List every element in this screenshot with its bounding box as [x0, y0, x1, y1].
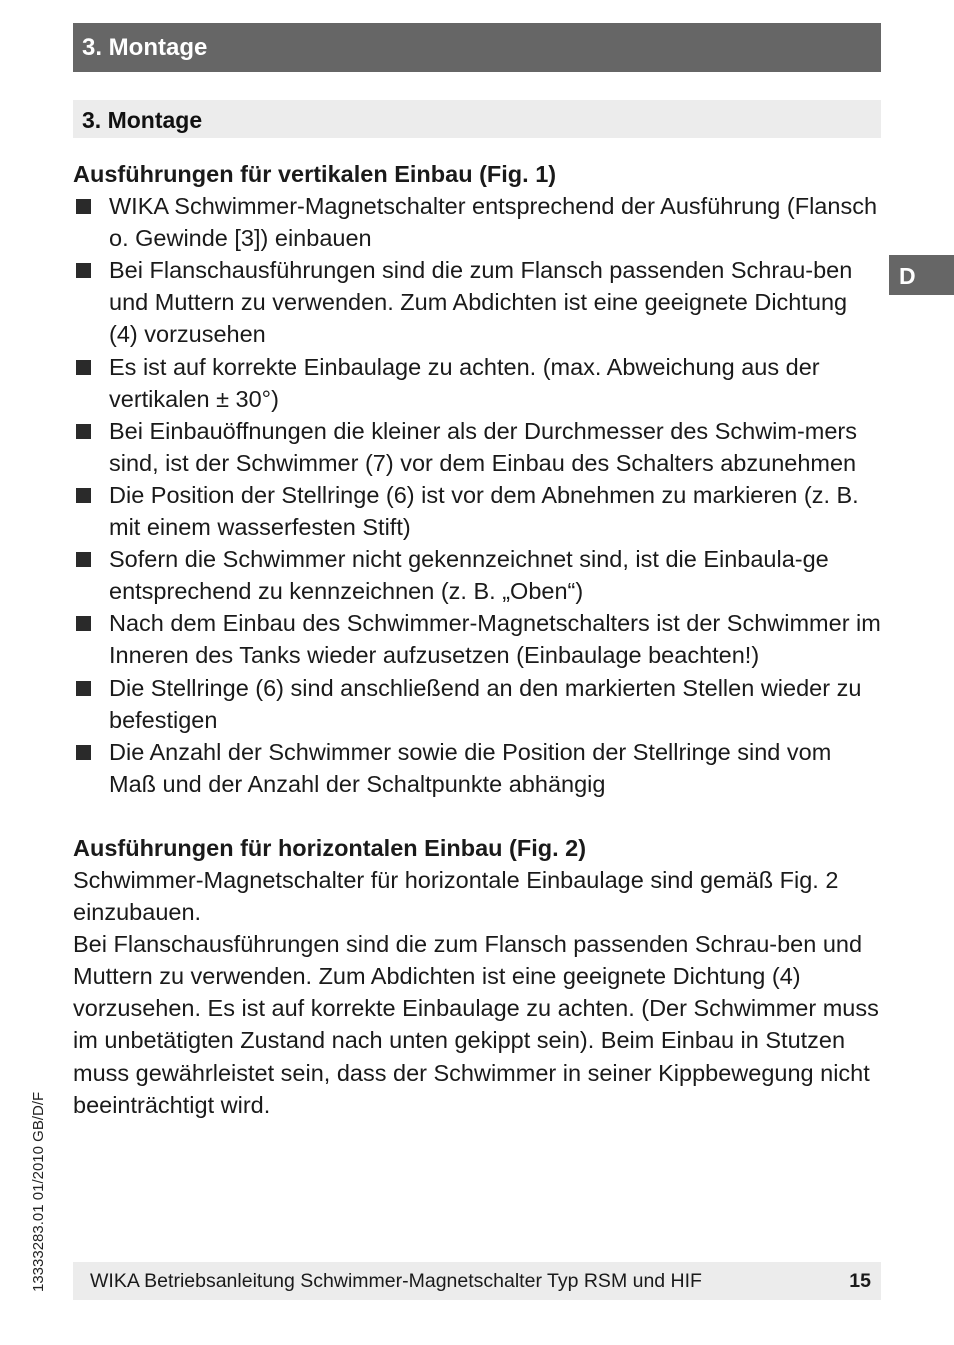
- square-bullet-icon: [76, 199, 91, 214]
- list-item: [73, 672, 881, 736]
- square-bullet-icon: [76, 488, 91, 503]
- horizontal-heading: Ausführungen für horizontalen Einbau (Fig. 2): [73, 834, 587, 861]
- section-header: [73, 100, 881, 138]
- list-item-text: Die Stellringe (6) sind anschließend an den markierten Stellen wieder zu befestigen: [109, 674, 862, 733]
- list-item-text: Die Position der Stellringe (6) ist vor dem Abnehmen zu markieren (z. B. mit einem wasserfesten Stift): [109, 481, 859, 541]
- horizontal-paragraph-2: Bei Flanschausführungen sind die zum Flansch passenden Schrau-ben und Muttern zu verwenden. Zum Abdichten ist eine geeignete Dichtung (4) vorzusehen. Es ist auf korrekte Einbaulage zu achten. (Der Schwimmer muss im unbetätigten Zustand nach unten gekippt sein). Beim Einbau in Stutzen muss gewährleistet sein, dass der Schwimmer in seiner Kippbewegung nicht beeinträchtigt wird.: [73, 931, 879, 1118]
- section-title: 3. Montage: [82, 107, 203, 133]
- language-tab: [889, 255, 954, 295]
- square-bullet-icon: [76, 745, 91, 760]
- vertical-list: [73, 190, 881, 800]
- square-bullet-icon: [76, 360, 91, 375]
- document-code: 13333283.01 01/2010 GB/D/F: [30, 1091, 47, 1292]
- page-footer: [73, 1262, 881, 1300]
- list-item-text: Bei Flanschausführungen sind die zum Flansch passenden Schrau-ben und Muttern zu verwenden. Zum Abdichten ist eine geeignete Dichtung (4) vorzusehen: [109, 257, 853, 348]
- list-item-text: Sofern die Schwimmer nicht gekennzeichnet sind, ist die Einbaula-ge entsprechend zu kennzeichnen (z. B. „Oben“): [109, 546, 829, 605]
- list-item-text: Die Anzahl der Schwimmer sowie die Position der Stellringe sind vom Maß und der Anzahl der Schaltpunkte abhängig: [109, 738, 832, 797]
- list-item: [73, 254, 881, 350]
- list-item-text: Nach dem Einbau des Schwimmer-Magnetschalters ist der Schwimmer im Inneren des Tanks wieder aufzusetzen (Einbaulage beachten!): [109, 610, 881, 669]
- chapter-title: 3. Montage: [82, 34, 208, 61]
- square-bullet-icon: [76, 681, 91, 696]
- square-bullet-icon: [76, 616, 91, 631]
- list-item-text: WIKA Schwimmer-Magnetschalter entsprechend der Ausführung (Flansch o. Gewinde [3]) einbauen: [109, 193, 878, 252]
- list-item: [73, 607, 881, 671]
- list-item-text: Es ist auf korrekte Einbaulage zu achten. (max. Abweichung aus der vertikalen ± 30°): [109, 353, 820, 412]
- list-item: [73, 190, 881, 254]
- square-bullet-icon: [76, 263, 91, 278]
- square-bullet-icon: [76, 424, 91, 439]
- horizontal-paragraph-1: Schwimmer-Magnetschalter für horizontale Einbaulage sind gemäß Fig. 2 einzubauen.: [73, 866, 839, 926]
- page-number: 15: [849, 1269, 871, 1292]
- list-item: [73, 736, 881, 800]
- vertical-heading: Ausführungen für vertikalen Einbau (Fig. 1): [73, 161, 557, 187]
- square-bullet-icon: [76, 552, 91, 567]
- main-content: [73, 158, 881, 1121]
- language-tab-label: D: [899, 263, 916, 289]
- list-item-text: Bei Einbauöffnungen die kleiner als der Durchmesser des Schwim-mers sind, ist der Schwimmer (7) vor dem Einbau des Schalters abzunehmen: [109, 417, 858, 476]
- footer-text: WIKA Betriebsanleitung Schwimmer-Magnetschalter Typ RSM und HIF: [90, 1269, 702, 1292]
- list-item: [73, 415, 881, 479]
- list-item: [73, 479, 881, 543]
- list-item: [73, 351, 881, 415]
- chapter-header: [73, 23, 881, 72]
- list-item: [73, 543, 881, 607]
- section-spacer: [73, 800, 881, 832]
